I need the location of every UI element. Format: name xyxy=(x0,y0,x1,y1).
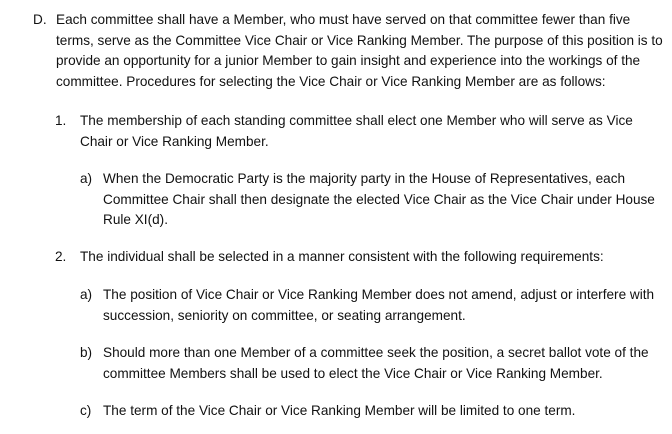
list-item-2c-text: The term of the Vice Chair or Vice Ranking Member will be limited to one term. xyxy=(103,403,576,418)
list-item-1 xyxy=(55,111,655,152)
list-item-2c xyxy=(80,401,660,422)
list-item-1-text: The membership of each standing committee shall elect one Member who will serve as Vice Chair or Vice Ranking Member. xyxy=(80,113,633,149)
list-item-2b-text: Should more than one Member of a committee seek the position, a secret ballot vote of the committee Members shall be used to elect the Vice Chair or Vice Ranking Member. xyxy=(103,345,649,381)
list-item-2-marker: 2. xyxy=(55,249,67,264)
list-item-1a xyxy=(80,169,660,231)
list-item-2 xyxy=(55,247,655,268)
list-item-2-text: The individual shall be selected in a manner consistent with the following requirements: xyxy=(80,249,604,264)
list-item-2a-marker: a) xyxy=(80,287,93,302)
list-item-2b xyxy=(80,343,660,384)
section-d xyxy=(33,10,663,92)
list-item-1-marker: 1. xyxy=(55,113,67,128)
section-d-text: Each committee shall have a Member, who must have served on that committee fewer than five terms, serve as the Committee Vice Chair or Vice Ranking Member. The purpose of this position is to provide an opportunity for a junior Member to gain insight and experience into the workings of the committee. Procedures for selecting the Vice Chair or Vice Ranking Member are as follows: xyxy=(56,12,663,89)
list-item-1a-marker: a) xyxy=(80,171,93,186)
list-item-2a-text: The position of Vice Chair or Vice Ranking Member does not amend, adjust or interfere with succession, seniority on committee, or seating arrangement. xyxy=(103,287,655,323)
section-d-marker: D. xyxy=(33,12,47,27)
list-item-1a-text: When the Democratic Party is the majority party in the House of Representatives, each Committee Chair shall then designate the elected Vice Chair as the Vice Chair under House Rule XI(d). xyxy=(103,171,655,227)
list-item-2a xyxy=(80,285,660,326)
list-item-2c-marker: c) xyxy=(80,403,92,418)
list-item-2b-marker: b) xyxy=(80,345,93,360)
